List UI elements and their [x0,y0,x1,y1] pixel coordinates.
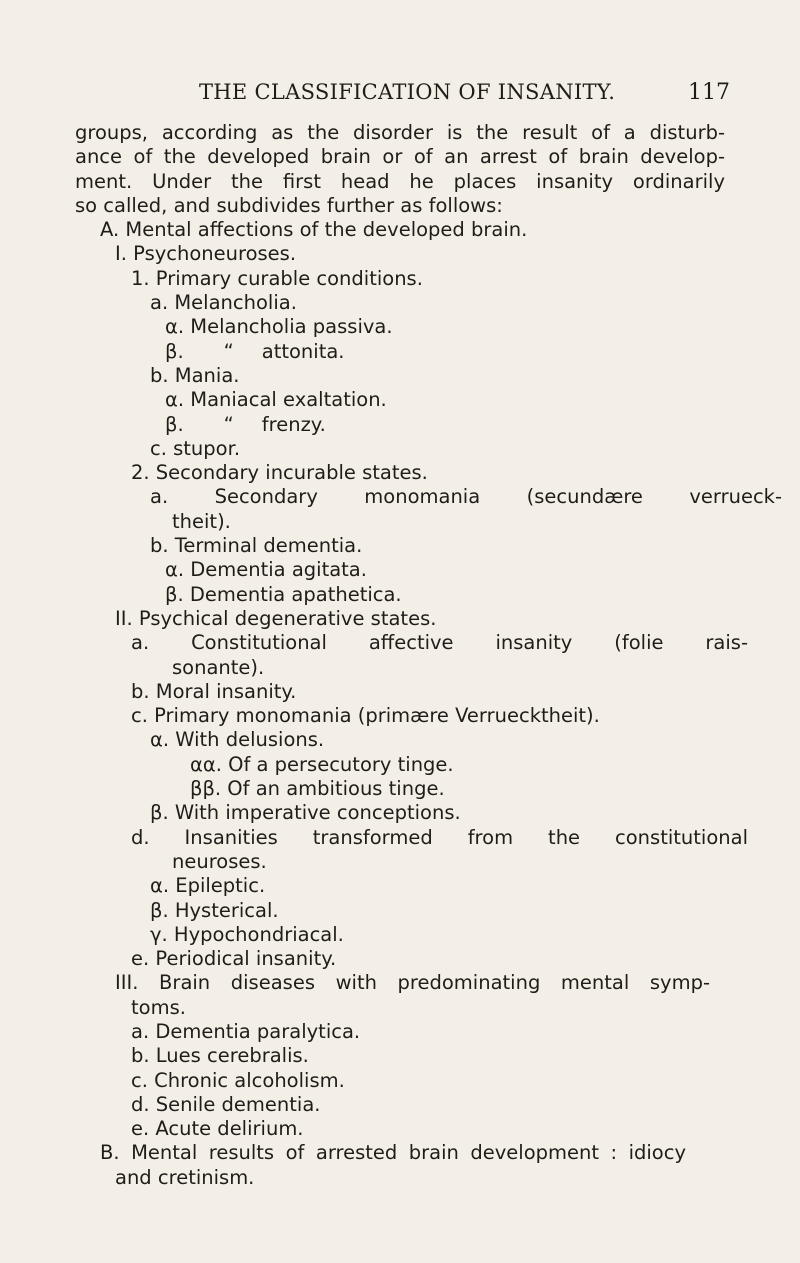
outline-item: 1. Primary curable conditions. [131,266,423,290]
outline-item: B. Mental results of arrested brain development : idiocy [100,1141,686,1165]
outline-item-continuation: sonante). [172,655,265,679]
outline-item-label: β. [165,412,184,436]
outline-item: α. Epileptic. [150,874,266,898]
outline-item: III. Brain diseases with predominating mental symp- [115,971,710,995]
ditto-mark: “ [223,412,234,436]
outline-item: b. Mania. [150,363,240,387]
ditto-mark: “ [223,339,234,363]
body-text [0,121,800,1190]
outline-item-text: attonita. [261,339,345,363]
outline-item: a. Constitutional affective insanity (folie rais- [131,631,748,655]
outline-item-continuation: and cretinism. [115,1165,255,1189]
outline-item: b. Terminal dementia. [150,534,363,558]
outline-item: β. Hysterical. [150,898,279,922]
paragraph-line: ment. Under the first head he places insanity ordinarily [75,169,725,193]
outline-item: c. stupor. [150,436,241,460]
outline-item: α. With delusions. [150,728,325,752]
outline-item-continuation: theit). [172,509,231,533]
outline-item: α. Melancholia passiva. [165,315,393,339]
outline-item-continuation: toms. [131,995,186,1019]
outline-item: a. Melancholia. [150,291,297,315]
outline-item-continuation: neuroses. [172,849,267,873]
paragraph-line: groups, according as the disorder is the result of a disturb- [75,121,725,144]
outline-item [0,413,800,437]
outline-item: α. Maniacal exaltation. [165,388,387,412]
paragraph-line: ance of the developed brain or of an arrest of brain develop- [75,145,725,169]
outline-item: II. Psychical degenerative states. [115,606,437,630]
page-header [0,80,800,110]
outline-item: c. Chronic alcoholism. [131,1068,345,1092]
outline-item: β. With imperative conceptions. [150,801,461,825]
outline-item: d. Senile dementia. [131,1092,321,1116]
outline-item: 2. Secondary incurable states. [131,461,428,485]
running-title: THE CLASSIFICATION OF INSANITY. [199,80,616,104]
outline-item: d. Insanities transformed from the constitutional [131,825,748,849]
outline-item: α. Dementia agitata. [165,558,367,582]
outline-item-label: β. [165,339,184,363]
outline-item: ββ. Of an ambitious tinge. [190,777,445,801]
outline-item: e. Acute delirium. [131,1117,304,1141]
outline-item: a. Secondary monomania (secundære verrueck- [150,485,782,509]
outline-item: b. Lues cerebralis. [131,1044,309,1068]
outline-item: b. Moral insanity. [131,679,297,703]
outline-item: β. Dementia apathetica. [165,582,402,606]
outline-item-text: frenzy. [261,412,326,436]
outline-item [0,340,800,364]
outline-item: A. Mental affections of the developed brain. [100,218,528,242]
page-number: 117 [688,80,730,105]
outline-item: c. Primary monomania (primære Verruecktheit). [131,704,600,728]
outline-item: I. Psychoneuroses. [115,242,297,266]
paragraph-line: so called, and subdivides further as follows: [75,193,503,217]
outline-item: αα. Of a persecutory tinge. [190,752,454,776]
outline-item: γ. Hypochondriacal. [150,922,344,946]
outline-item: a. Dementia paralytica. [131,1019,361,1043]
outline-item: e. Periodical insanity. [131,947,337,971]
